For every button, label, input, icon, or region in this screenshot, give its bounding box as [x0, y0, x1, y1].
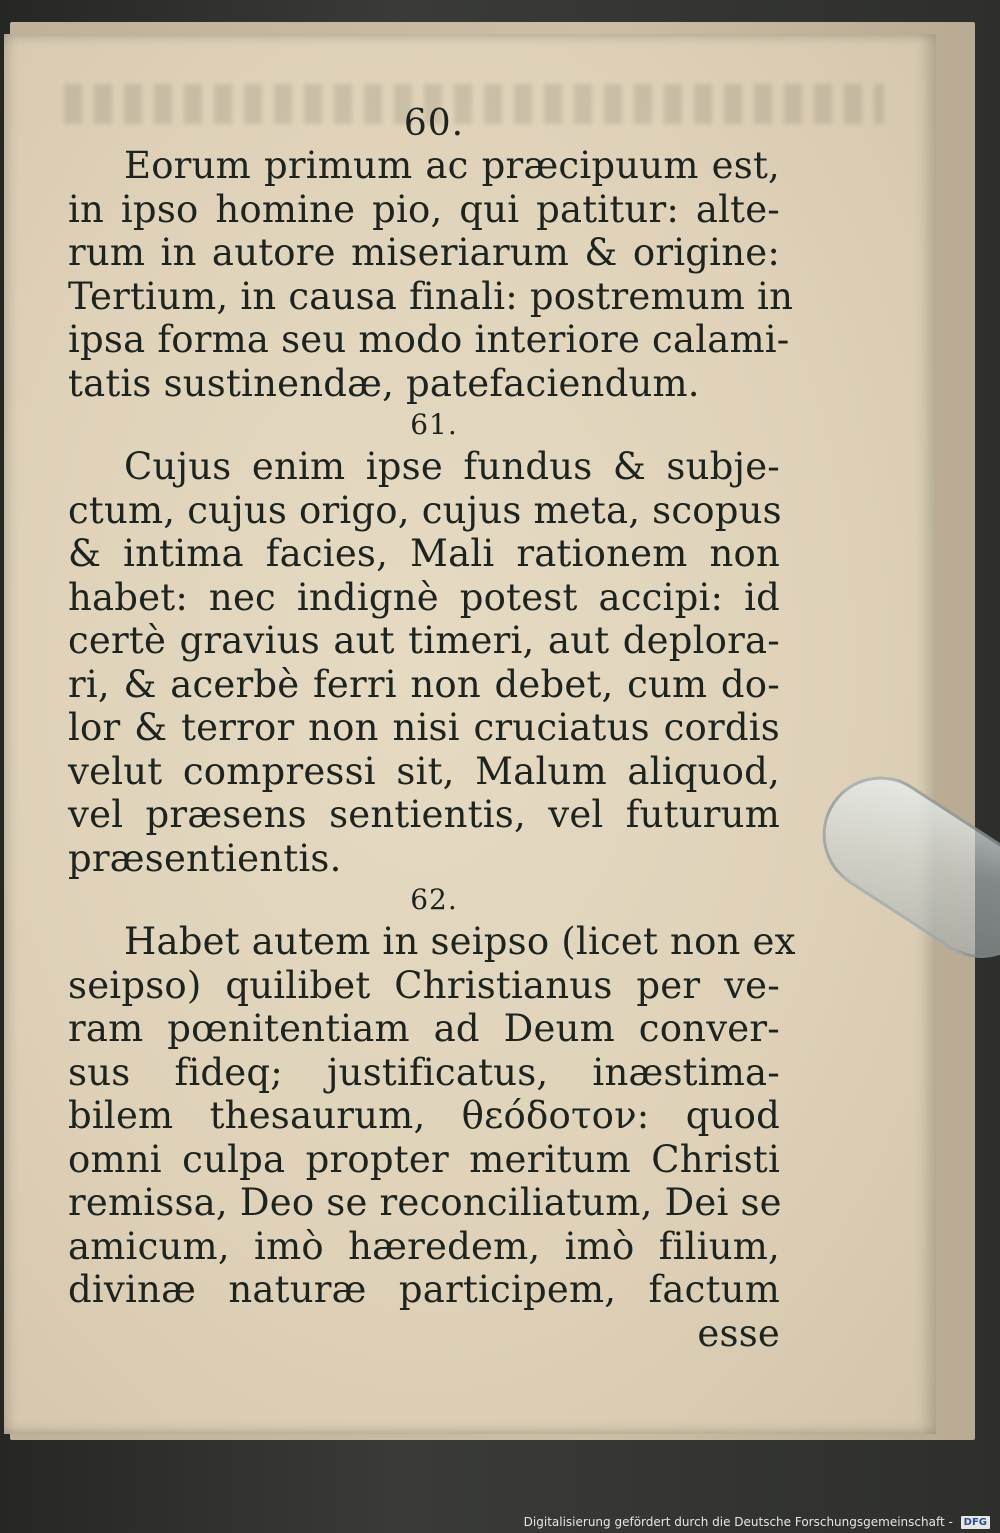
paragraph-number-61: 61.	[410, 408, 458, 441]
text-line: in ipso homine pio, qui patitur: alte-	[68, 187, 780, 231]
text-line: velut compressi sit, Malum aliquod,	[68, 749, 780, 793]
text-line: tatis sustinendæ, patefaciendum.	[68, 361, 700, 405]
text-line: certè gravius aut timeri, aut deplora-	[68, 619, 780, 662]
text-line: ipsa forma seu modo interiore calami-	[68, 318, 790, 361]
text-line: Tertium, in causa finali: postremum in	[68, 274, 794, 318]
dfg-logo: DFG	[961, 1516, 990, 1529]
paragraph-61	[68, 445, 780, 880]
text-line: præsentientis.	[68, 836, 342, 880]
paragraph-0	[68, 144, 794, 405]
page-text	[68, 103, 796, 1355]
text-line: bilem thesaurum, θεόδοτον: quod	[68, 1094, 780, 1137]
text-line: remissa, Deo se reconciliatum, Dei se	[68, 1181, 782, 1224]
page-number: 60.	[403, 103, 465, 144]
text-line: vel præsens sentientis, vel futurum	[68, 793, 780, 836]
text-line: Habet autem in seipso (licet non ex	[124, 920, 796, 963]
text-line: omni culpa propter meritum Christi	[68, 1137, 780, 1181]
text-line: rum in autore miseriarum & origine:	[68, 231, 780, 274]
text-line: Eorum primum ac præcipuum est,	[124, 144, 780, 187]
text-line: Cujus enim ipse fundus & subje-	[124, 445, 780, 488]
text-line: ram pœnitentiam ad Deum conver-	[68, 1007, 780, 1050]
paragraph-number-62: 62.	[410, 883, 458, 916]
text-line: ri, & acerbè ferri non debet, cum do-	[68, 662, 780, 706]
text-line: amicum, imò hæredem, imò filium,	[68, 1224, 780, 1268]
text-line: ctum, cujus origo, cujus meta, scopus	[68, 488, 782, 532]
text-line: divinæ naturæ participem, factum	[68, 1268, 780, 1311]
page-clip-holder	[822, 745, 1000, 945]
digitization-credit	[0, 1512, 1000, 1533]
text-line: & intima facies, Mali rationem non	[68, 532, 780, 575]
text-line: seipso) quilibet Christianus per ve-	[68, 963, 780, 1007]
text-line: habet: nec indignè potest accipi: id	[68, 575, 780, 619]
text-line: lor & terror non nisi cruciatus cordis	[68, 706, 780, 749]
paragraph-62	[68, 920, 796, 1312]
book-page	[4, 34, 936, 1434]
credit-text: Digitalisierung gefördert durch die Deutsche Forschungsgemeinschaft -	[523, 1515, 953, 1529]
catchword: esse	[697, 1311, 780, 1355]
text-line: sus fideq; justificatus, inæstima-	[68, 1050, 780, 1094]
